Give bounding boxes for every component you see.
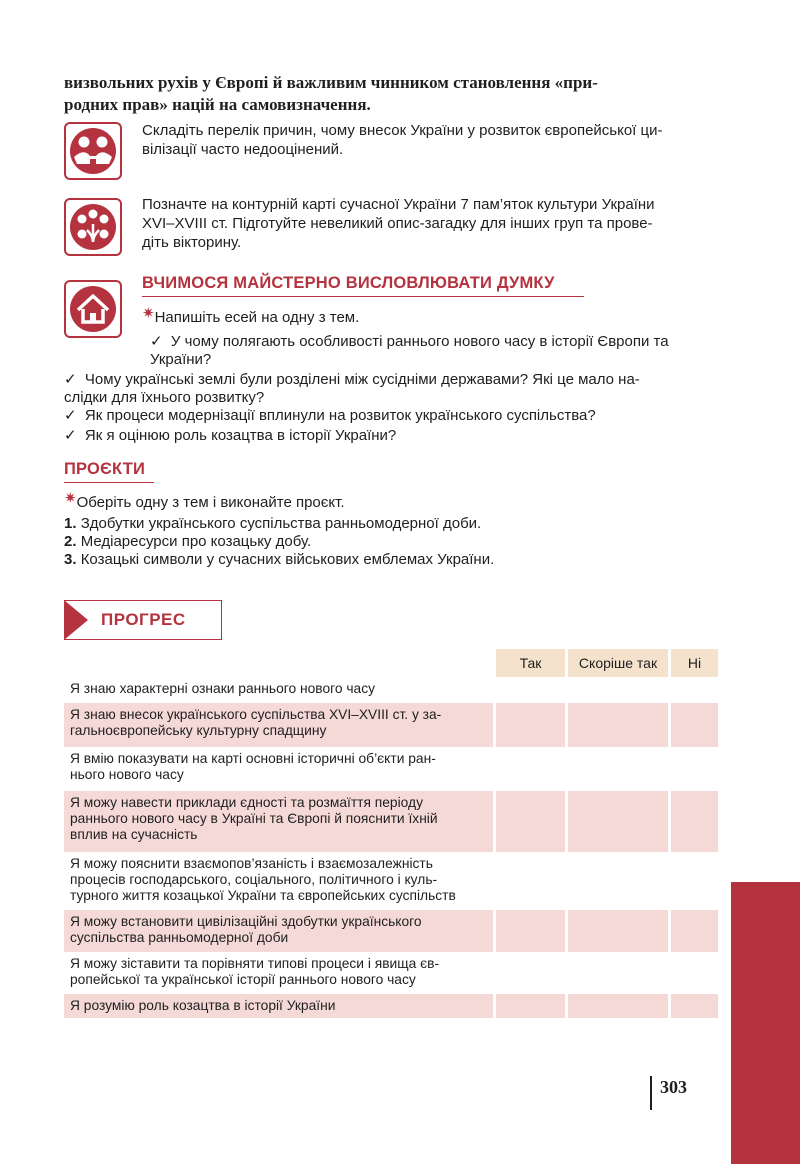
- task-group-line-1: Позначте на контурній карті сучасної України 7 пам’яток культури України: [142, 196, 655, 213]
- checkbox-rather-yes[interactable]: [565, 703, 668, 747]
- task-pair-line-2: вілізації часто недооцінений.: [142, 141, 344, 158]
- check-icon: ✓: [64, 407, 77, 424]
- project-number: 1.: [64, 515, 77, 532]
- statement-line: гальноєвропейську культурну спадщину: [70, 723, 327, 738]
- table-row: [64, 852, 718, 910]
- essay-topic-1-line-2: України?: [150, 351, 212, 368]
- project-text: Медіаресурси про козацьку добу.: [80, 533, 312, 550]
- checkbox-yes[interactable]: [493, 994, 565, 1018]
- intro-line-1: визвольних рухів у Європі й важливим чинником становлення «при-: [64, 73, 598, 92]
- checkbox-no[interactable]: [668, 677, 718, 703]
- statement-cell: [64, 852, 493, 910]
- statement-line: Я знаю характерні ознаки раннього нового часу: [70, 681, 376, 696]
- statement-cell: [64, 747, 493, 791]
- projects-heading: ПРОЄКТИ: [64, 460, 146, 478]
- projects-heading-rule: [64, 482, 154, 483]
- essay-topic-1-line-1: У чому полягають особливості раннього нового часу в історії Європи та: [170, 333, 669, 350]
- essay-topic-2: [64, 371, 718, 407]
- essay-heading: ВЧИМОСЯ МАЙСТЕРНО ВИСЛОВЛЮВАТИ ДУМКУ: [142, 274, 555, 292]
- statement-cell: [64, 677, 493, 703]
- checkbox-rather-yes[interactable]: [565, 952, 668, 994]
- checkbox-no[interactable]: [668, 747, 718, 791]
- table-row: [64, 994, 718, 1018]
- project-item: [64, 551, 494, 569]
- statement-line: Я можу пояснити взаємопов’язаність і взаємозалежність: [70, 856, 433, 871]
- projects-instruction: [64, 490, 345, 512]
- statement-line: суспільства ранньомодерної доби: [70, 930, 289, 945]
- statement-line: Я розумію роль козацтва в історії України: [70, 998, 336, 1013]
- essay-instruction-text: Напишіть есей на одну з тем.: [154, 309, 360, 326]
- statement-line: Я знаю внесок українського суспільства XVI–XVIII ст. у за-: [70, 707, 442, 722]
- project-number: 3.: [64, 551, 77, 568]
- checkbox-no[interactable]: [668, 952, 718, 994]
- checkbox-yes[interactable]: [493, 791, 565, 852]
- checkbox-no[interactable]: [668, 910, 718, 952]
- essay-topic-2-line-1: Чому українські землі були розділені між сусідніми державами? Які це мало на-: [84, 371, 640, 388]
- checkbox-no[interactable]: [668, 994, 718, 1018]
- task-group-line-3: діть вікторину.: [142, 234, 242, 251]
- table-row: [64, 791, 718, 852]
- checkbox-no[interactable]: [668, 703, 718, 747]
- task-pair-text: [142, 121, 718, 159]
- essay-heading-rule: [142, 296, 584, 297]
- checkbox-rather-yes[interactable]: [565, 747, 668, 791]
- statement-cell: [64, 952, 493, 994]
- statement-line: турного життя козацької України та європейських суспільств: [70, 888, 456, 903]
- statement-line: нього нового часу: [70, 767, 184, 782]
- checkbox-rather-yes[interactable]: [565, 791, 668, 852]
- task-pair-line-1: Складіть перелік причин, чому внесок України у розвиток європейської ци-: [142, 122, 663, 139]
- intro-paragraph: [64, 72, 718, 116]
- home-icon: [64, 280, 122, 338]
- intro-line-2: родних прав» націй на самовизначення.: [64, 95, 371, 114]
- checkbox-yes[interactable]: [493, 952, 565, 994]
- column-header-no: Ні: [668, 649, 718, 677]
- table-row: [64, 703, 718, 747]
- essay-topic-1: [150, 333, 718, 369]
- progress-table: [64, 649, 718, 1018]
- projects-marker: ✷: [64, 490, 77, 507]
- checkbox-yes[interactable]: [493, 703, 565, 747]
- table-row: [64, 747, 718, 791]
- group-work-icon: [64, 198, 122, 256]
- checkbox-yes[interactable]: [493, 910, 565, 952]
- statement-cell: [64, 910, 493, 952]
- checkbox-yes[interactable]: [493, 747, 565, 791]
- page-number-rule: [650, 1076, 652, 1110]
- statement-cell: [64, 703, 493, 747]
- statement-line: Я можу зіставити та порівняти типові процеси і явища єв-: [70, 956, 440, 971]
- statement-line: Я можу навести приклади єдності та розмаїття періоду: [70, 795, 423, 810]
- essay-topic-3-text: Як процеси модернізації вплинули на розвиток українського суспільства?: [84, 407, 596, 424]
- column-header-rather-yes: Скоріше так: [565, 649, 668, 677]
- project-text: Козацькі символи у сучасних військових емблемах України.: [80, 551, 495, 568]
- checkbox-no[interactable]: [668, 791, 718, 852]
- statement-line: раннього нового часу в Україні та Європі й пояснити їхній: [70, 811, 438, 826]
- statement-line: ропейської та української історії раннього нового часу: [70, 972, 416, 987]
- table-row: [64, 952, 718, 994]
- project-number: 2.: [64, 533, 77, 550]
- column-header-yes: Так: [493, 649, 565, 677]
- checkbox-no[interactable]: [668, 852, 718, 910]
- task-group-text: [142, 195, 718, 252]
- statement-cell: [64, 791, 493, 852]
- task-group-line-2: XVI–XVIII ст. Підготуйте невеликий опис-загадку для інших груп та прове-: [142, 215, 653, 232]
- checkbox-yes[interactable]: [493, 852, 565, 910]
- checkbox-yes[interactable]: [493, 677, 565, 703]
- checkbox-rather-yes[interactable]: [565, 677, 668, 703]
- progress-title-box: [64, 600, 222, 640]
- project-item: [64, 515, 481, 533]
- project-item: [64, 533, 311, 551]
- statement-line: вплив на сучасність: [70, 827, 198, 842]
- table-row: [64, 677, 718, 703]
- check-icon: ✓: [64, 427, 77, 444]
- statement-line: процесів господарського, соціального, політичного і куль-: [70, 872, 438, 887]
- checkbox-rather-yes[interactable]: [565, 994, 668, 1018]
- pair-work-icon: [64, 122, 122, 180]
- statement-cell: [64, 994, 493, 1018]
- check-icon: ✓: [150, 333, 163, 350]
- checkbox-rather-yes[interactable]: [565, 910, 668, 952]
- progress-title: ПРОГРЕС: [101, 610, 186, 629]
- essay-topic-4: [64, 427, 396, 445]
- table-header-blank: [64, 649, 493, 677]
- project-text: Здобутки українського суспільства ранньомодерної доби.: [80, 515, 482, 532]
- essay-instruction: [142, 305, 360, 327]
- statement-line: Я вмію показувати на карті основні історичні об’єкти ран-: [70, 751, 436, 766]
- table-header-row: [64, 649, 718, 677]
- table-row: [64, 910, 718, 952]
- essay-topic-4-text: Як я оцінюю роль козацтва в історії України?: [84, 427, 397, 444]
- essay-topic-3: [64, 407, 596, 425]
- statement-line: Я можу встановити цивілізаційні здобутки українського: [70, 914, 422, 929]
- checkbox-rather-yes[interactable]: [565, 852, 668, 910]
- projects-instruction-text: Оберіть одну з тем і виконайте проєкт.: [76, 494, 345, 511]
- essay-topic-2-line-2: слідки для їхнього розвитку?: [64, 389, 265, 406]
- page-edge-tab: [731, 882, 800, 1164]
- arrow-icon: [64, 600, 88, 640]
- check-icon: ✓: [64, 371, 77, 388]
- essay-marker: ✷: [142, 305, 155, 322]
- page-number: 303: [660, 1077, 687, 1097]
